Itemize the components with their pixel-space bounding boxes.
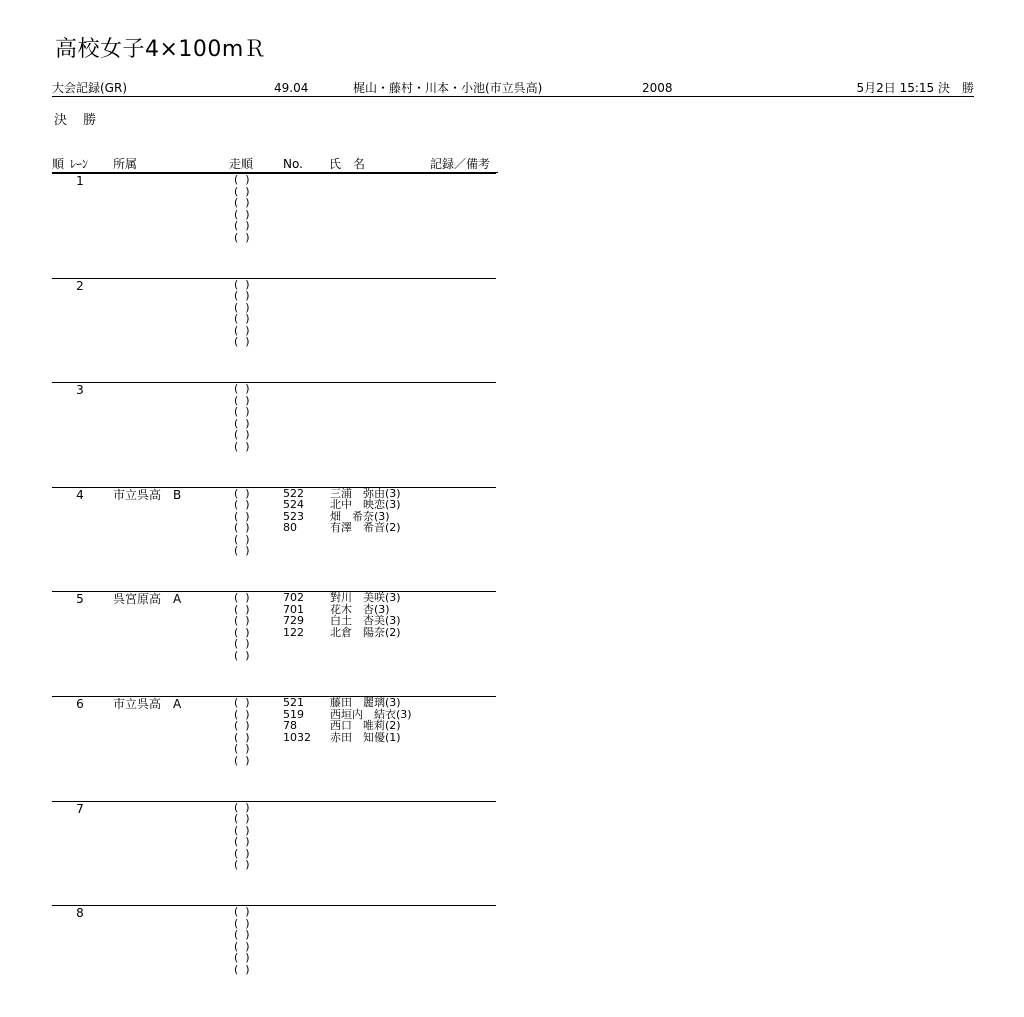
leg-order-slot: ( ) [234, 335, 250, 349]
runner-number: 701 [283, 602, 304, 616]
runner-name: 三浦 弥由(3) [330, 486, 401, 500]
leg-order-slot: ( ) [234, 753, 250, 767]
leg-order-slot: ( ) [234, 905, 250, 919]
leg-order-slot: ( ) [234, 393, 250, 407]
lane-rank: 4 [76, 487, 84, 502]
runner-number: 122 [283, 625, 304, 639]
leg-order-slot: ( ) [234, 219, 250, 232]
leg-order-slot: ( ) [234, 207, 250, 221]
runner-name: 對川 美咲(3) [330, 591, 401, 605]
lane-block [0, 696, 520, 800]
leg-order-slot: ( ) [234, 951, 250, 965]
lane-divider [52, 173, 496, 174]
runner-number: 524 [283, 498, 304, 512]
leg-order-slot: ( ) [234, 648, 250, 662]
runner-name: 西垣内 結衣(3) [330, 707, 412, 721]
record-label: 大会記録(GR) [52, 81, 128, 95]
col-lane: ﾚｰﾝ [70, 157, 89, 171]
leg-order-slot: ( ) [234, 719, 250, 732]
leg-order-slot: ( ) [234, 742, 250, 755]
runner-name: 有澤 希音(2) [330, 521, 401, 535]
leg-order-slot: ( ) [234, 602, 250, 616]
leg-order-slot: ( ) [234, 382, 250, 396]
lane-divider [52, 382, 496, 383]
leg-order-slot: ( ) [234, 614, 250, 628]
runner-number: 519 [283, 707, 304, 721]
record-time: 49.04 [274, 81, 309, 95]
leg-order-slot: ( ) [234, 532, 250, 546]
lane-team: 市立呉高 A [113, 697, 182, 711]
leg-order-slot: ( ) [234, 846, 250, 860]
leg-order-slot: ( ) [234, 625, 250, 639]
runner-number: 1032 [283, 730, 311, 744]
leg-order-slot: ( ) [234, 928, 250, 942]
leg-order-slot: ( ) [234, 730, 250, 744]
leg-order-slot: ( ) [234, 289, 250, 303]
runner-name: 藤田 麗璃(3) [330, 696, 401, 709]
lane-block [0, 278, 520, 382]
lane-block [0, 905, 520, 1009]
lane-block [0, 487, 520, 591]
col-team: 所属 [113, 157, 138, 171]
lane-divider [52, 801, 496, 802]
leg-order-slot: ( ) [234, 544, 250, 558]
leg-order-slot: ( ) [234, 696, 250, 709]
lane-rank: 1 [76, 174, 84, 188]
leg-order-slot: ( ) [234, 230, 250, 244]
runner-number: 729 [283, 614, 304, 628]
col-number: No. [283, 157, 303, 171]
lane-rank: 7 [76, 801, 84, 816]
leg-order-slot: ( ) [234, 962, 250, 976]
col-name: 氏 名 [329, 157, 366, 171]
leg-order-slot: ( ) [234, 521, 250, 535]
column-header [52, 157, 498, 173]
lane-divider [52, 278, 496, 279]
runner-name: 赤田 知優(1) [330, 730, 401, 744]
leg-order-slot: ( ) [234, 498, 250, 512]
runner-name: 花木 杏(3) [330, 602, 390, 616]
runner-name: 西口 唯莉(2) [330, 719, 401, 732]
event-schedule: 5月2日 15:15 決 勝 [856, 81, 974, 95]
leg-order-slot: ( ) [234, 812, 250, 826]
leg-order-slot: ( ) [234, 858, 250, 872]
col-rank: 順 [52, 157, 65, 171]
page-title: 高校女子4×100mＲ [55, 37, 267, 62]
record-year: 2008 [642, 81, 673, 95]
leg-order-slot: ( ) [234, 416, 250, 430]
runner-number: 523 [283, 509, 304, 523]
runner-name: 北中 映恋(3) [330, 498, 401, 512]
leg-order-slot: ( ) [234, 707, 250, 721]
runner-number: 80 [283, 521, 297, 535]
col-result: 記録／備考 [430, 157, 491, 171]
lane-block [0, 173, 520, 277]
lane-rank: 6 [76, 697, 84, 711]
leg-order-slot: ( ) [234, 428, 250, 442]
leg-order-slot: ( ) [234, 184, 250, 198]
lane-rank: 3 [76, 383, 84, 398]
leg-order-slot: ( ) [234, 405, 250, 419]
leg-order-slot: ( ) [234, 835, 250, 849]
lane-divider [52, 905, 496, 906]
leg-order-slot: ( ) [234, 323, 250, 337]
leg-order-slot: ( ) [234, 823, 250, 837]
lane-block [0, 801, 520, 905]
lane-rank: 8 [76, 906, 84, 921]
runner-number: 702 [283, 591, 304, 605]
leg-order-slot: ( ) [234, 173, 250, 186]
leg-order-slot: ( ) [234, 439, 250, 453]
heat-label: 決 勝 [54, 113, 103, 128]
runner-number: 78 [283, 719, 297, 732]
leg-order-slot: ( ) [234, 509, 250, 523]
leg-order-slot: ( ) [234, 637, 250, 651]
col-order: 走順 [229, 157, 254, 171]
leg-order-slot: ( ) [234, 916, 250, 930]
lane-rank: 5 [76, 592, 84, 607]
leg-order-slot: ( ) [234, 591, 250, 605]
lane-team: 市立呉高 B [113, 487, 182, 502]
record-holders: 梶山・藤村・川本・小池(市立呉高) [353, 81, 543, 95]
lane-rank: 2 [76, 278, 84, 293]
leg-order-slot: ( ) [234, 277, 250, 291]
lane-team: 呉宮原高 A [113, 592, 182, 607]
runner-number: 521 [283, 696, 304, 709]
leg-order-slot: ( ) [234, 800, 250, 814]
leg-order-slot: ( ) [234, 300, 250, 314]
lane-block [0, 382, 520, 486]
lane-block [0, 591, 520, 695]
runner-number: 522 [283, 486, 304, 500]
runner-name: 畑 希奈(3) [330, 509, 390, 523]
runner-name: 北倉 陽奈(2) [330, 625, 401, 639]
leg-order-slot: ( ) [234, 939, 250, 953]
leg-order-slot: ( ) [234, 312, 250, 326]
meet-record-line [52, 80, 974, 97]
runner-name: 白土 杏美(3) [330, 614, 401, 628]
leg-order-slot: ( ) [234, 486, 250, 500]
leg-order-slot: ( ) [234, 196, 250, 209]
